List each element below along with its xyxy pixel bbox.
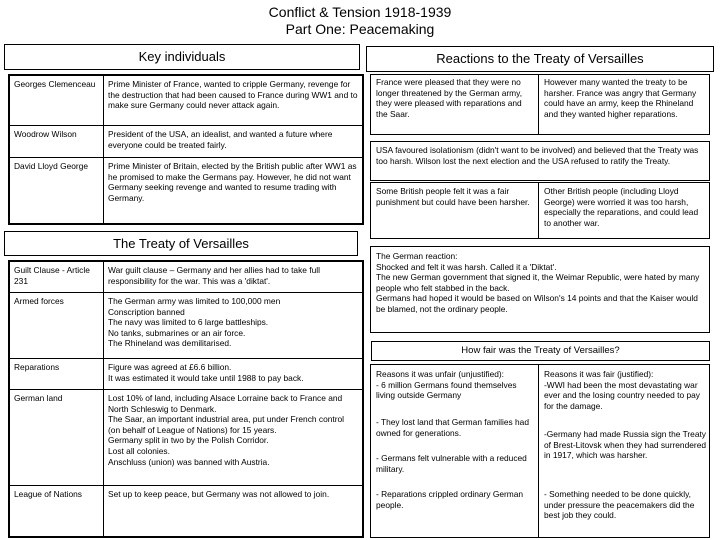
reactions-heading [366,46,714,72]
fair-reason: -Germany had made Russia sign the Treaty of Brest-Litovsk when they had surrendered in 1917, which was harsher. [544,429,707,461]
fair-reason: - Something needed to be done quickly, under pressure the peacemakers did the best job they could. [544,489,695,521]
german-reaction-text: The German reaction: Shocked and felt it was harsh. Called it a 'Diktat'. The new German government that signed it, the Weimar Republic, were hated by many people who felt stabbed in the back. Germans had hoped it would be based on Wilson's 14 points and that the Kaiser would be blamed, not the ordinary people. [376,251,700,314]
treaty-heading-text: The Treaty of Versailles [113,236,249,251]
treaty-term-label: Guilt Clause - Article 231 [10,262,104,293]
treaty-term-label: Reparations [10,359,104,390]
individual-name: Georges Clemenceau [10,76,104,126]
treaty-term-text: The German army was limited to 100,000 men Conscription banned The navy was limited to 6 large battleships. No tanks, submarines or an air force. The Rhineland was demilitarised. [104,293,363,359]
unfair-reason: Reasons it was unfair (unjustified): - 6 million Germans found themselves living outside Germany [376,369,517,401]
fairness-divider [538,365,539,537]
usa-text: USA favoured isolationism (didn't want to be involved) and believed that the Treaty was too harsh. Wilson lost the next election and the USA refused to ratify the Treaty. [376,145,699,166]
fairness-heading [371,341,710,361]
unfair-reason: - Germans felt vulnerable with a reduced military. [376,453,527,474]
treaty-term-text: Figure was agreed at £6.6 billion. It was estimated it would take until 1988 to pay back. [104,359,363,390]
individual-description: Prime Minister of Britain, elected by the British public after WW1 as he promised to make the Germans pay. However, he did not want Germany seeking revenge and wanted to resume trading with Germany. [104,158,363,224]
france-divider [538,75,539,134]
fair-reason: Reasons it was fair (justified): -WWI had been the most devastating war ever and the losing country needed to pay for the damage. [544,369,700,411]
treaty-term-label: German land [10,390,104,486]
treaty-term-text: Set up to keep peace, but Germany was not allowed to join. [104,486,363,537]
key-individuals-heading [4,44,360,70]
key-individuals-panel [8,74,364,225]
france-pleased-text: France were pleased that they were no longer threatened by the German army, they were pleased with reparations and the Saar. [376,77,523,119]
individual-name: Woodrow Wilson [10,126,104,158]
treaty-term-label: Armed forces [10,293,104,359]
britain-harsh-text: Other British people (including Lloyd George) were worried it was too harsh, especially the reparations, and could lead to another war. [544,186,699,228]
britain-panel [370,182,710,239]
france-panel [370,74,710,135]
treaty-term-label: League of Nations [10,486,104,537]
usa-panel [370,141,710,181]
individual-description: President of the USA, an idealist, and wanted a future where everyone could be treated fairly. [104,126,363,158]
fairness-panel [370,364,710,538]
treaty-term-text: War guilt clause – Germany and her allies had to take full responsibility for the war. This was a 'diktat'. [104,262,363,293]
reactions-heading-text: Reactions to the Treaty of Versailles [436,51,644,66]
individual-name: David Lloyd George [10,158,104,224]
key-individuals-heading-text: Key individuals [138,49,226,64]
britain-divider [538,183,539,238]
individual-description: Prime Minister of France, wanted to cripple Germany, revenge for the destruction that had been caused to France during WW1 and to make sure Germany could never attack again. [104,76,363,126]
britain-fair-text: Some British people felt it was a fair punishment but could have been harsher. [376,186,530,207]
page-subtitle: Part One: Peacemaking [285,21,435,37]
treaty-term-text: Lost 10% of land, including Alsace Lorraine back to France and North Schleswig to Denmark. The Saar, an important industrial area, put under French control (on behalf of League of Nations) for 15 years. Germany split in two by the Polish Corridor. Lost all colonies. Anschluss (union) was banned with Austria. [104,390,363,486]
page-title: Conflict & Tension 1918-1939 [268,4,452,20]
treaty-terms-panel [8,260,364,538]
unfair-reason: - They lost land that German families had owned for generations. [376,417,529,438]
unfair-reason: - Reparations crippled ordinary German people. [376,489,524,510]
france-angry-text: However many wanted the treaty to be harsher. France was angry that Germany could have an army, keep the Rhineland and they wanted higher reparations. [544,77,697,119]
fairness-heading-text: How fair was the Treaty of Versailles? [461,345,620,356]
german-reaction-panel [370,246,710,333]
treaty-heading [4,231,358,256]
